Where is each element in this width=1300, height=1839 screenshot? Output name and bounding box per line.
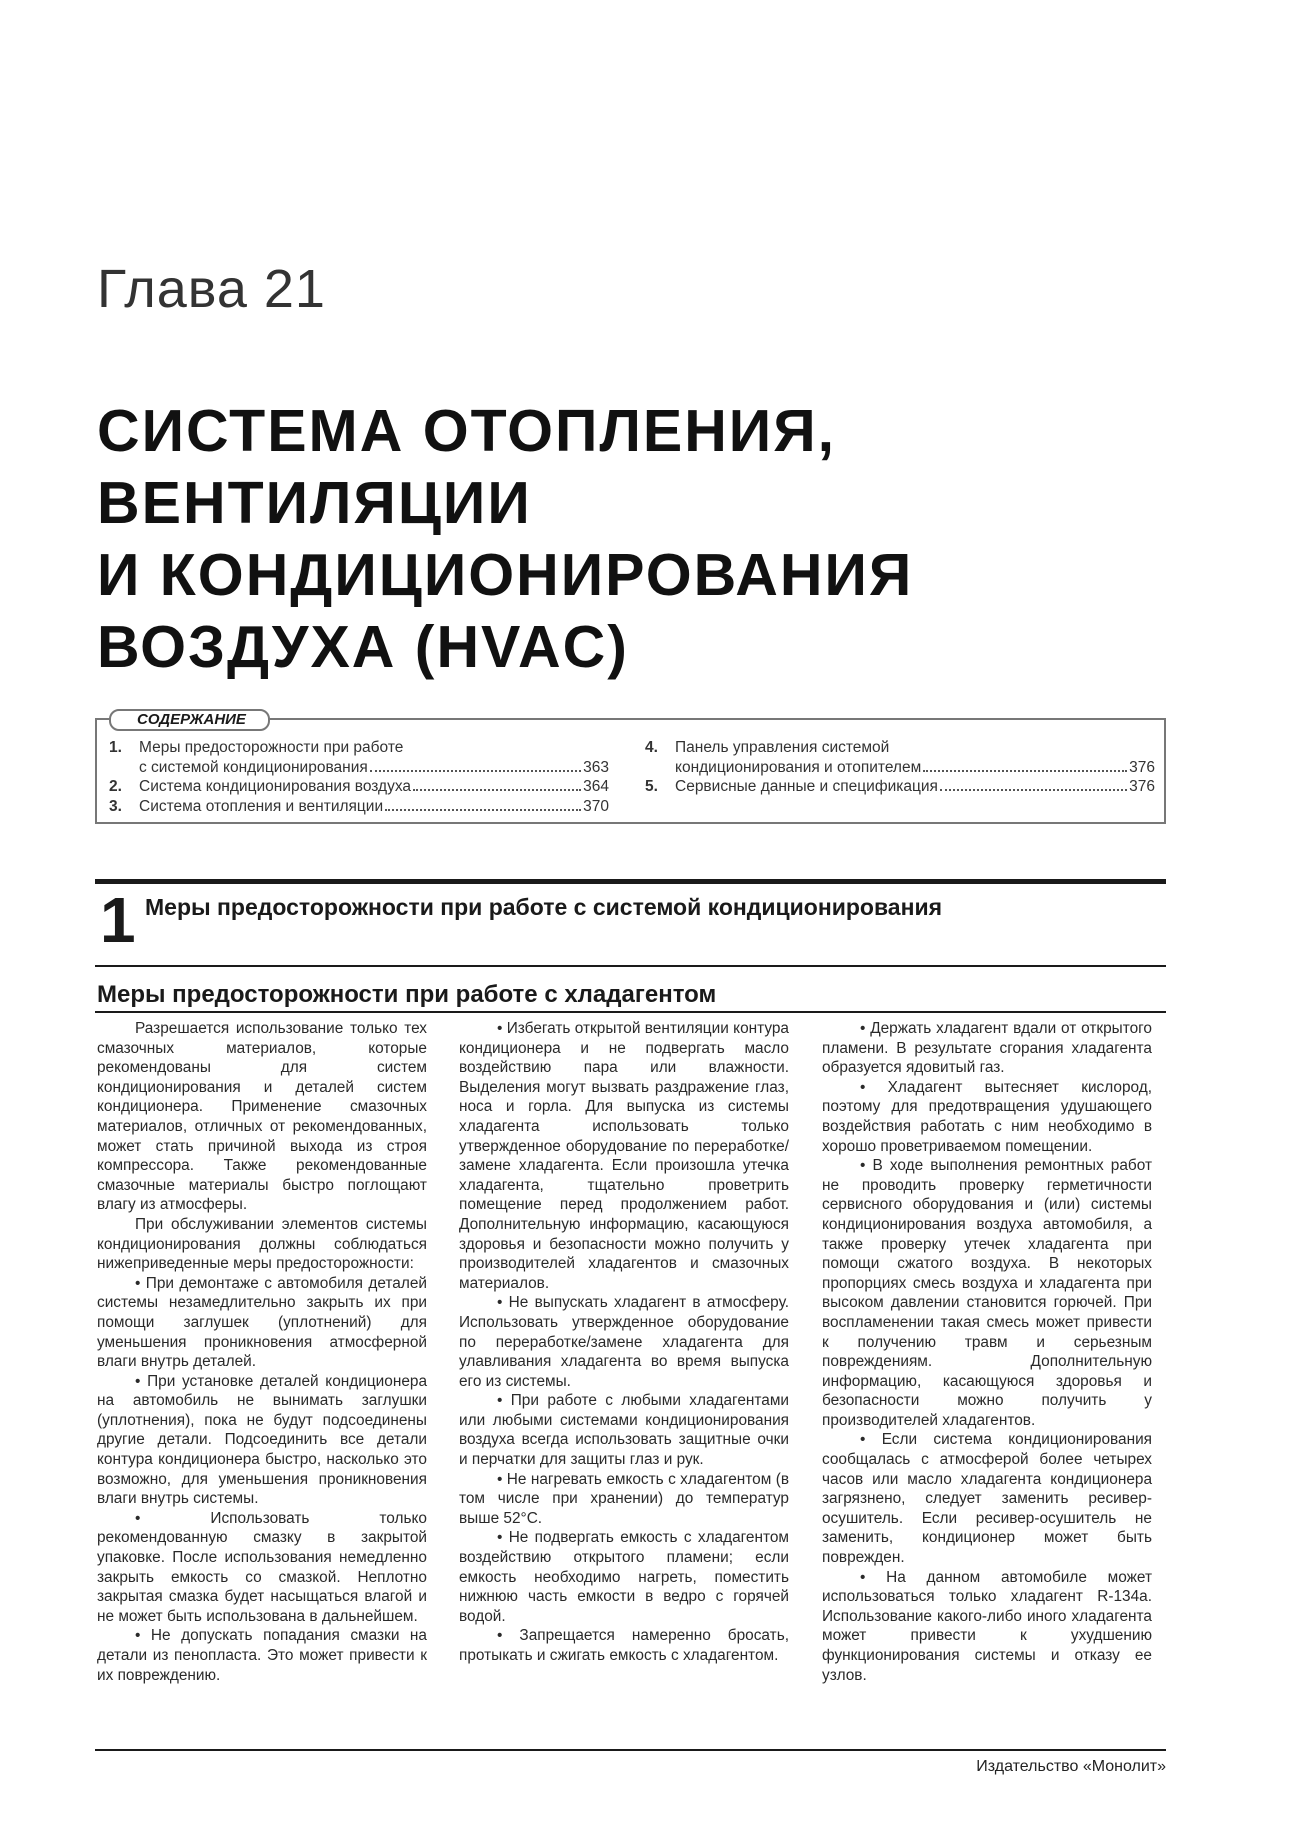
paragraph: • Избегать открытой вентиляции контура кондиционера и не подвергать масло воздействию пара или влажности. Выделения могут вызвать раздражение глаз, носа и горла. Для выпуска из системы хладагента использовать только утвержденное оборудование по переработке/замене хладагента. Если произошла утечка хладагента, тщательно проветрить помещение перед продолжением работ. Дополнительную информацию, касающуюся здоровья и безопасности можно получить у производителей хладагентов и смазочных материалов.	[459, 1020, 789, 1292]
paragraph: • При работе с любыми хладагентами или любыми системами кондиционирования воздуха всегда использовать защитные очки и перчатки для защиты глаз и рук.	[459, 1392, 789, 1469]
text-column-2	[459, 1019, 789, 1666]
toc-entry-title: Система кондиционирования воздуха	[139, 778, 412, 795]
chapter-title-line: И КОНДИЦИОНИРОВАНИЯ	[97, 542, 914, 608]
toc-entry-number: 4.	[645, 739, 658, 756]
section-top-rule	[95, 879, 1166, 884]
toc-leader	[413, 789, 581, 791]
toc-entry-page: 376	[1129, 758, 1155, 776]
paragraph: • Не нагревать емкость с хладагентом (в том числе при хранении) до температур выше 52°С.	[459, 1470, 789, 1527]
paragraph: • При демонтаже с автомобиля деталей системы незамедлительно закрыть их при помощи заглушек (уплотнений) для уменьшения проникновения атмосферной влаги внутрь деталей.	[97, 1274, 427, 1371]
toc-entry-number: 3.	[109, 797, 122, 815]
section-number: 1	[100, 884, 136, 956]
toc-entry-page: 363	[583, 758, 609, 776]
chapter-title-line: ВОЗДУХА (HVAC)	[97, 614, 629, 680]
subsection-title: Меры предосторожности при работе с хладагентом	[97, 981, 717, 1008]
toc-entry[interactable]	[645, 777, 1155, 797]
paragraph: • Если система кондиционирования сообщалась с атмосферой более четырех часов или масло хладагента кондиционера загрязнено, следует заменить ресивер-осушитель. Если ресивер-осушитель не заменить, кондиционер может быть поврежден.	[822, 1431, 1152, 1567]
paragraph: Разрешается использование только тех смазочных материалов, которые рекомендованы для систем кондиционирования и деталей систем кондиционера. Применение смазочных материалов, отличных от рекомендованных, может стать причиной выхода из строя компрессора. Также рекомендованные смазочные материалы быстро поглощают влагу из атмосферы.	[97, 1020, 427, 1214]
toc-entry-page: 370	[583, 797, 609, 815]
toc-entry-page: 364	[583, 778, 609, 795]
toc-entry-title: Система отопления и вентиляции	[139, 797, 384, 815]
toc-entry-title: Сервисные данные и спецификация	[675, 778, 938, 795]
paragraph: • Не подвергать емкость с хладагентом воздействию открытого пламени; если емкость необходимо нагреть, поместить нижнюю часть емкости в ведро с горячей водой.	[459, 1529, 789, 1625]
paragraph: • Не выпускать хладагент в атмосферу. Использовать утвержденное оборудование по переработке/замене хладагента для улавливания хладагента во время выпуска его из системы.	[459, 1294, 789, 1390]
toc-entry-page: 376	[1129, 778, 1155, 795]
text-column-1	[97, 1019, 427, 1685]
toc-leader	[385, 809, 581, 811]
paragraph: • Держать хладагент вдали от открытого пламени. В результате сгорания хладагента образуется ядовитый газ.	[822, 1020, 1152, 1077]
toc-label: СОДЕРЖАНИЕ	[109, 709, 270, 731]
chapter-title	[97, 395, 1197, 683]
toc-entry[interactable]	[109, 738, 609, 777]
paragraph: • Использовать только рекомендованную смазку в закрытой упаковке. После использования немедленно закрыть емкость со смазкой. Неплотно закрытая смазка будет насыщаться влагой и не может быть использована в дальнейшем.	[97, 1509, 427, 1625]
subsection-rule	[95, 1011, 1166, 1013]
toc-column-left	[109, 738, 609, 816]
toc-entry-number: 1.	[109, 739, 122, 756]
paragraph: • Хладагент вытесняет кислород, поэтому для предотвращения удушающего воздействия работать с ним необходимо в хорошо проветриваемом помещении.	[822, 1078, 1152, 1155]
chapter-label: Глава 21	[97, 259, 326, 319]
toc-entry-title: с системой кондиционирования	[139, 758, 368, 776]
paragraph: • На данном автомобиле может использоваться только хладагент R-134a. Использование какого-либо иного хладагента может привести к ухудшению функционирования системы и отказу ее узлов.	[822, 1568, 1152, 1684]
toc-entry-number: 2.	[109, 778, 122, 795]
toc-leader	[923, 770, 1127, 772]
toc-entry-number: 5.	[645, 778, 658, 795]
toc-entry[interactable]	[645, 738, 1155, 777]
text-column-3	[822, 1019, 1152, 1685]
publisher-footer: Издательство «Монолит»	[976, 1758, 1166, 1775]
toc-entry[interactable]	[109, 777, 609, 797]
toc-leader	[940, 789, 1127, 791]
chapter-title-line: ВЕНТИЛЯЦИИ	[97, 470, 532, 536]
paragraph: При обслуживании элементов системы кондиционирования должны соблюдаться нижеприведенные меры предосторожности:	[97, 1215, 427, 1273]
toc-entry-title: кондиционирования и отопителем	[675, 758, 922, 776]
table-of-contents	[95, 711, 1166, 824]
toc-entry-title: Меры предосторожности при работе	[139, 739, 404, 756]
toc-entry-title: Панель управления системой	[675, 739, 890, 756]
section-title: Меры предосторожности при работе с системой кондиционирования	[145, 894, 943, 920]
toc-column-right	[645, 738, 1155, 797]
toc-leader	[370, 770, 581, 772]
toc-entry[interactable]	[109, 797, 609, 817]
paragraph: • В ходе выполнения ремонтных работ не проводить проверку герметичности сервисного оборудования и (или) системы кондиционирования воздуха автомобиля, а также проверку утечек хладагента при помощи сжатого воздуха. В некоторых пропорциях смесь воздуха и хладагента при высоком давлении становится горючей. При воспламенении такая смесь может привести к получению травм и серьезным повреждениям. Дополнительную информацию, касающуюся здоровья и безопасности можно получить у производителей хладагентов.	[822, 1157, 1152, 1429]
section-bottom-rule	[95, 965, 1166, 967]
chapter-title-line: СИСТЕМА ОТОПЛЕНИЯ,	[97, 398, 837, 464]
footer-rule	[95, 1749, 1166, 1751]
paragraph: • При установке деталей кондиционера на автомобиль не вынимать заглушки (уплотнения), пока не будут подсоединены другие детали. Подсоединить все детали контура кондиционера быстро, насколько это возможно, для уменьшения проникновения влаги внутрь системы.	[97, 1372, 427, 1508]
paragraph: • Запрещается намеренно бросать, протыкать и сжигать емкость с хладагентом.	[459, 1627, 789, 1664]
paragraph: • Не допускать попадания смазки на детали из пенопласта. Это может привести к их повреждению.	[97, 1627, 427, 1684]
